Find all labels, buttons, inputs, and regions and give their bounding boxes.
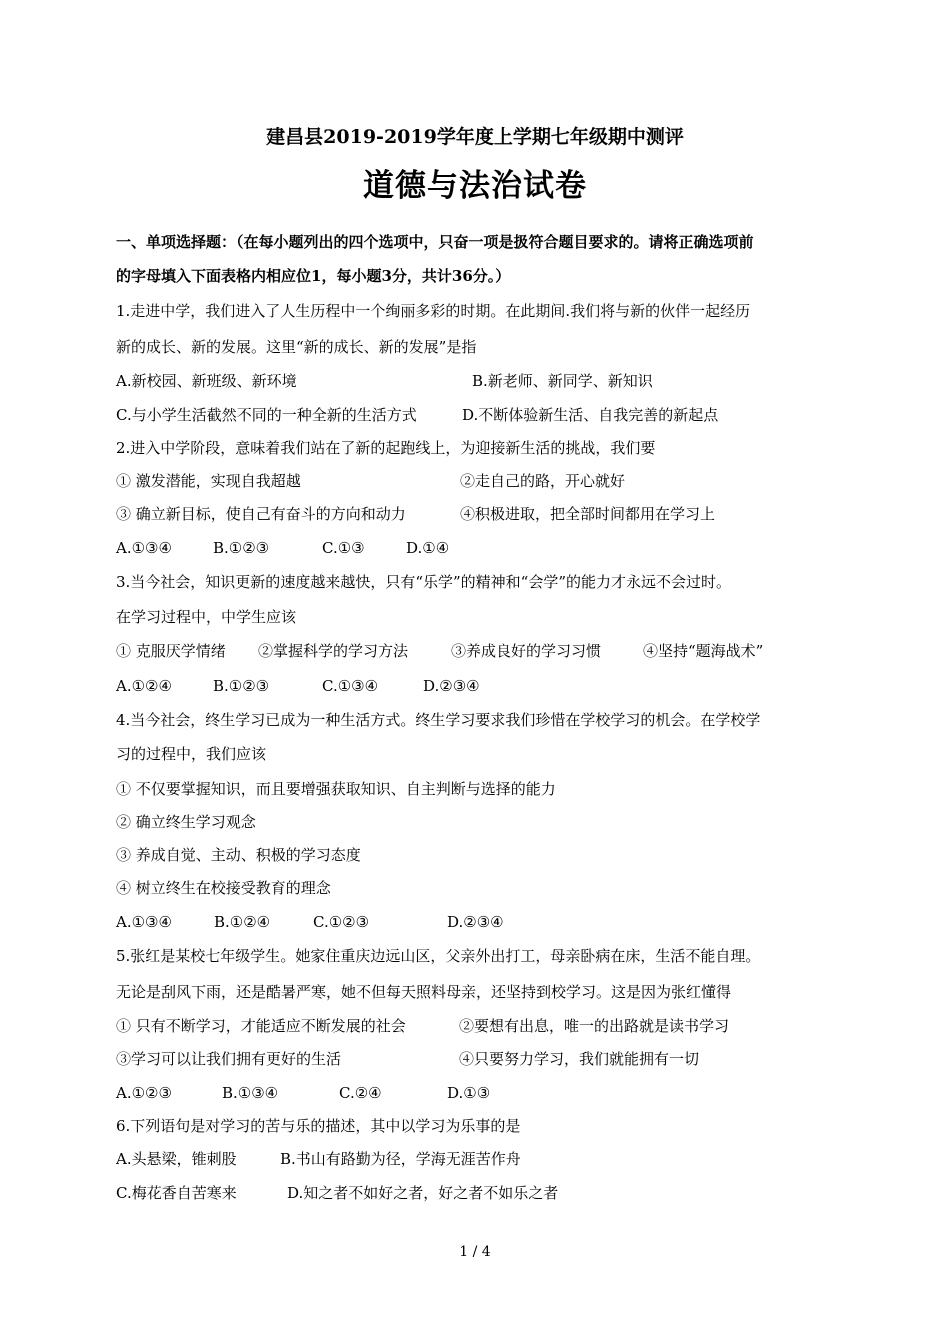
q5-statement-4: ④只要努力学习，我们就能拥有一切 xyxy=(459,1050,700,1068)
q5-statement-2: ②要想有出息，唯一的出路就是读书学习 xyxy=(459,1017,730,1035)
q2-option-d: D.①④ xyxy=(406,539,450,557)
q4-option-a: A.①③④ xyxy=(116,913,172,931)
q4-statement-1: ① 不仅要掌握知识，而且要增强获取知识、自主判断与选择的能力 xyxy=(116,780,556,798)
exam-title: 道德与法治试卷 xyxy=(363,168,587,204)
q5-stem-line1: 5.张红是某校七年级学生。她家住重庆边远山区，父亲外出打工，母亲卧病在床，生活不能自理。 xyxy=(116,947,761,965)
section-instruction-line2: 的字母填入下面表格内相应位1，每小题3分，共计36分。） xyxy=(116,267,511,285)
q4-statement-3: ③ 养成自觉、主动、积极的学习态度 xyxy=(116,846,361,864)
q5-option-a: A.①②③ xyxy=(116,1084,172,1102)
q3-option-c: C.①③④ xyxy=(322,677,379,695)
q2-option-b: B.①②③ xyxy=(213,539,270,557)
q6-option-c: C.梅花香自苦寒来 xyxy=(116,1184,237,1202)
q6-option-d: D.知之者不如好之者，好之者不如乐之者 xyxy=(287,1184,559,1202)
q4-stem-line2: 习的过程中，我们应该 xyxy=(116,745,267,763)
q4-stem-line1: 4.当今社会，终生学习已成为一种生活方式。终生学习要求我们珍惜在学校学习的机会。在学校学 xyxy=(116,711,761,729)
q3-stem-line1: 3.当今社会，知识更新的速度越来越快，只有“乐学”的精神和“会学”的能力才永远不会过时。 xyxy=(116,573,731,591)
q4-option-d: D.②③④ xyxy=(447,913,504,931)
q2-statement-2: ②走自己的路，开心就好 xyxy=(460,472,626,490)
q5-statement-1: ① 只有不断学习，才能适应不断发展的社会 xyxy=(116,1017,406,1035)
q3-statement-3: ③养成良好的学习习惯 xyxy=(451,642,602,660)
q3-stem-line2: 在学习过程中，中学生应该 xyxy=(116,608,297,626)
q2-statement-4: ④积极进取，把全部时间都用在学习上 xyxy=(460,505,716,523)
q4-option-b: B.①②④ xyxy=(214,913,271,931)
q4-statement-2: ② 确立终生学习观念 xyxy=(116,813,256,831)
q3-statement-1: ① 克服厌学情绪 xyxy=(116,642,226,660)
q1-option-b: B.新老师、新同学、新知识 xyxy=(472,372,653,390)
q4-option-c: C.①②③ xyxy=(313,913,370,931)
q1-option-a: A.新校园、新班级、新环境 xyxy=(116,372,297,390)
q1-option-c: C.与小学生活截然不同的一种全新的生活方式 xyxy=(116,406,417,424)
q2-statement-1: ① 激发潜能，实现自我超越 xyxy=(116,472,301,490)
page-number: 1 / 4 xyxy=(459,1244,491,1260)
q6-stem: 6.下列语句是对学习的苦与乐的描述，其中以学习为乐事的是 xyxy=(116,1117,521,1135)
q3-option-d: D.②③④ xyxy=(423,677,480,695)
q3-statement-2: ②掌握科学的学习方法 xyxy=(258,642,409,660)
q3-option-a: A.①②④ xyxy=(116,677,172,695)
q2-option-c: C.①③ xyxy=(322,539,365,557)
q5-option-b: B.①③④ xyxy=(222,1084,279,1102)
q4-statement-4: ④ 树立终生在校接受教育的理念 xyxy=(116,879,331,897)
q3-statement-4: ④坚持“题海战术” xyxy=(643,642,764,660)
q6-option-a: A.头悬梁，锥刺股 xyxy=(116,1150,237,1168)
q1-stem-line2: 新的成长、新的发展。这里“新的成长、新的发展”是指 xyxy=(116,338,477,356)
q2-option-a: A.①③④ xyxy=(116,539,172,557)
section-instruction-line1: 一、单项选择题：（在每小题列出的四个选项中，只奋一项是扱符合题目要求的。请将正确选项前 xyxy=(116,233,754,251)
q1-stem-line1: 1.走进中学，我们进入了人生历程中一个绚丽多彩的时期。在此期间.我们将与新的伙伴一起经历 xyxy=(116,302,751,320)
q5-option-d: D.①③ xyxy=(447,1084,491,1102)
q1-option-d: D.不断体验新生活、自我完善的新起点 xyxy=(462,406,719,424)
q2-stem: 2.进入中学阶段，意味着我们站在了新的起跑线上，为迎接新生活的挑战，我们要 xyxy=(116,439,656,457)
q5-stem-line2: 无论是刮风下雨，还是酷暑严寒，她不但每天照料母亲，还坚持到校学习。这是因为张红懂得 xyxy=(116,983,732,1001)
q3-option-b: B.①②③ xyxy=(213,677,270,695)
q2-statement-3: ③ 确立新目标，使自己有奋斗的方向和动力 xyxy=(116,505,406,523)
q5-statement-3: ③学习可以让我们拥有更好的生活 xyxy=(116,1050,342,1068)
exam-subtitle: 建昌县2019-2019学年度上学期七年级期中测评 xyxy=(266,126,684,148)
q5-option-c: C.②④ xyxy=(339,1084,382,1102)
q6-option-b: B.书山有路勤为径，学海无涯苦作舟 xyxy=(280,1150,521,1168)
